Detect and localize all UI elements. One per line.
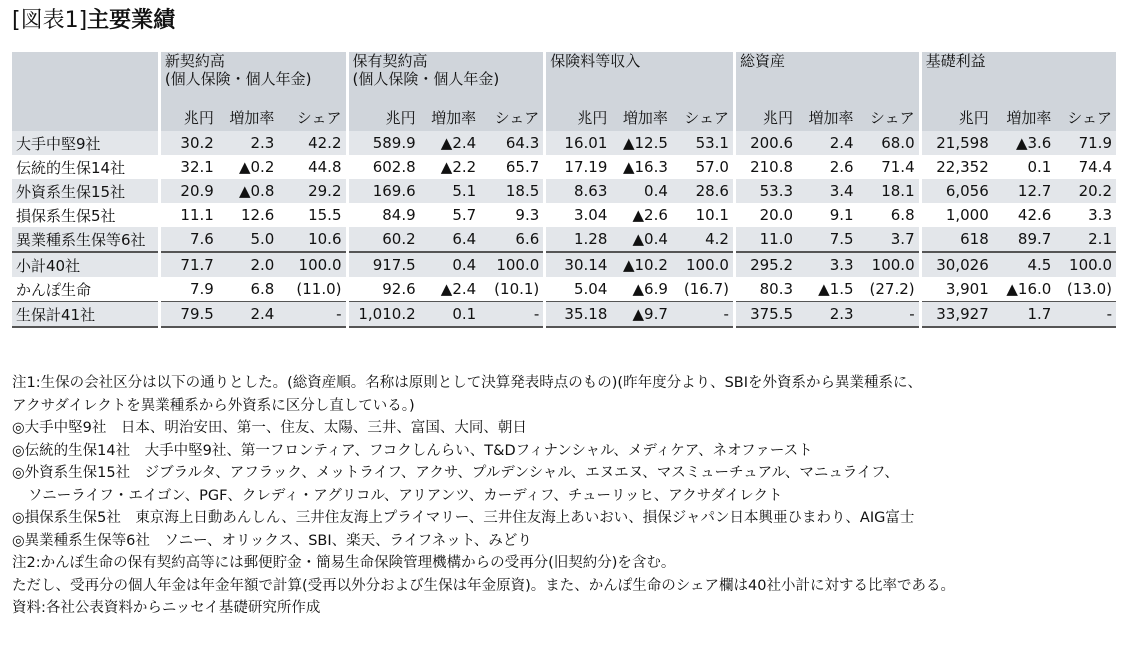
table-cell: 92.6: [347, 277, 420, 302]
group-header-line1: 保有契約高: [352, 52, 428, 70]
unit-header: シェア: [1055, 104, 1116, 131]
table-cell: 11.1: [159, 203, 218, 227]
table-cell: 10.1: [672, 203, 735, 227]
table-cell: 2.4: [797, 131, 858, 155]
unit-header: シェア: [858, 104, 921, 131]
results-table: [12, 52, 1116, 328]
table-cell: 11.0: [734, 227, 797, 252]
unit-header: 兆円: [545, 104, 612, 131]
table-cell: 1.7: [993, 302, 1056, 328]
table-cell: 9.1: [797, 203, 858, 227]
group-header-line1: 新契約高: [164, 52, 225, 70]
table-cell: 57.0: [672, 155, 735, 179]
table-cell: 64.3: [480, 131, 545, 155]
table-cell: 2.6: [797, 155, 858, 179]
table-cell: 6.8: [858, 203, 921, 227]
table-cell: 3.3: [1055, 203, 1116, 227]
note-line: ◎外資系生保15社 ジブラルタ、アフラック、メットライフ、アクサ、プルデンシャル、エヌエヌ、マスミューチュアル、マニュライフ、: [12, 465, 899, 481]
note-line: ◎伝統的生保14社 大手中堅9社、第一フロンティア、フコクしんらい、T&Dフィナンシャル、メディケア、ネオファースト: [12, 442, 813, 459]
note-line: ただし、受再分の個人年金は年金年額で計算(受再以外分および生保は年金原資)。また、かんぽ生命のシェア欄は40社小計に対する比率である。: [12, 577, 955, 594]
table-row: [12, 203, 1116, 227]
table-cell: ▲12.5: [611, 131, 672, 155]
note-line: 注2:かんぽ生命の保有契約高等には郵便貯金・簡易生命保険管理機構からの受再分(旧契約分)を含む。: [12, 555, 676, 571]
row-label: 小計40社: [12, 252, 159, 277]
table-cell: 3.4: [797, 179, 858, 203]
unit-corner: [12, 104, 159, 131]
table-cell: 100.0: [1055, 252, 1116, 277]
table-cell: 169.6: [347, 179, 420, 203]
table-cell: ▲16.3: [611, 155, 672, 179]
table-cell: 210.8: [734, 155, 797, 179]
table-cell: 20.9: [159, 179, 218, 203]
row-label: 損保系生保5社: [12, 203, 159, 227]
table-cell: 295.2: [734, 252, 797, 277]
row-label: 外資系生保15社: [12, 179, 159, 203]
table-cell: 65.7: [480, 155, 545, 179]
table-cell: (13.0): [1055, 277, 1116, 302]
table-cell: 618: [920, 227, 993, 252]
note-line: 注1:生保の会社区分は以下の通りとした。(総資産順。名称は原則として決算発表時点のもの)(昨年度分より、SBIを外資系から異業種系に、: [12, 375, 923, 391]
table-cell: 3.04: [545, 203, 612, 227]
note-line: 資料:各社公表資料からニッセイ基礎研究所作成: [12, 600, 321, 616]
row-label: かんぽ生命: [12, 277, 159, 302]
table-cell: 18.1: [858, 179, 921, 203]
group-header-line2: (個人保険・個人年金): [164, 70, 312, 88]
header-corner: [12, 52, 159, 104]
table-cell: 30.14: [545, 252, 612, 277]
table-cell: 71.7: [159, 252, 218, 277]
table-cell: 35.18: [545, 302, 612, 328]
table-cell: 6.6: [480, 227, 545, 252]
note-line: ◎損保系生保5社 東京海上日動あんしん、三井住友海上プライマリー、三井住友海上あいおい、損保ジャパン日本興亜ひまわり、AIG富士: [12, 510, 915, 526]
group-header-line1: 基礎利益: [925, 52, 986, 70]
note-line: ソニーライフ・エイゴン、PGF、クレディ・アグリコル、アリアンツ、カーディフ、チューリッヒ、アクサダイレクト: [28, 487, 783, 504]
group-header: [347, 52, 545, 104]
unit-header: 兆円: [159, 104, 218, 131]
table-cell: -: [480, 302, 545, 328]
table-cell: ▲0.8: [218, 179, 279, 203]
figure-title: 主要業績: [87, 8, 176, 33]
table-cell: 29.2: [278, 179, 347, 203]
group-header-line1: 保険料等収入: [550, 52, 641, 70]
table-cell: 74.4: [1055, 155, 1116, 179]
table-cell: 3.7: [858, 227, 921, 252]
table-cell: 4.5: [993, 252, 1056, 277]
table-cell: ▲1.5: [797, 277, 858, 302]
table-cell: (27.2): [858, 277, 921, 302]
table-cell: 1.28: [545, 227, 612, 252]
group-header: [545, 52, 735, 104]
table-cell: 2.4: [218, 302, 279, 328]
row-label: 大手中堅9社: [12, 131, 159, 155]
unit-header: 増加率: [797, 104, 858, 131]
table-cell: ▲10.2: [611, 252, 672, 277]
row-label: 異業種系生保等6社: [12, 227, 159, 252]
table-cell: ▲6.9: [611, 277, 672, 302]
table-cell: 33,927: [920, 302, 993, 328]
table-cell: ▲2.6: [611, 203, 672, 227]
table-cell: 602.8: [347, 155, 420, 179]
table-cell: 0.1: [993, 155, 1056, 179]
group-header-line1: 総資産: [739, 52, 785, 70]
unit-header: 増加率: [420, 104, 481, 131]
table-cell: 20.0: [734, 203, 797, 227]
table-cell: 22,352: [920, 155, 993, 179]
table-cell: 7.9: [159, 277, 218, 302]
table-cell: 2.0: [218, 252, 279, 277]
unit-header: シェア: [480, 104, 545, 131]
table-cell: 6,056: [920, 179, 993, 203]
table-cell: 589.9: [347, 131, 420, 155]
table-cell: 5.0: [218, 227, 279, 252]
table-cell: 42.6: [993, 203, 1056, 227]
table-cell: -: [858, 302, 921, 328]
table-cell: 0.4: [611, 179, 672, 203]
table-cell: -: [672, 302, 735, 328]
table-cell: 7.6: [159, 227, 218, 252]
table-row: [12, 179, 1116, 203]
table-row: [12, 227, 1116, 252]
table-cell: 100.0: [858, 252, 921, 277]
table-cell: 44.8: [278, 155, 347, 179]
table-cell: 89.7: [993, 227, 1056, 252]
unit-header: 増加率: [218, 104, 279, 131]
table-cell: 0.4: [420, 252, 481, 277]
table-cell: 3.3: [797, 252, 858, 277]
table-cell: ▲2.2: [420, 155, 481, 179]
table-cell: 15.5: [278, 203, 347, 227]
table-cell: 16.01: [545, 131, 612, 155]
table-cell: 20.2: [1055, 179, 1116, 203]
table-cell: 6.8: [218, 277, 279, 302]
table-cell: ▲2.4: [420, 277, 481, 302]
unit-header-row: [12, 104, 1116, 131]
table-cell: 10.6: [278, 227, 347, 252]
unit-header: シェア: [672, 104, 735, 131]
table-cell: 100.0: [672, 252, 735, 277]
group-header-line2: (個人保険・個人年金): [352, 70, 500, 88]
table-row: [12, 302, 1116, 328]
table-cell: 42.2: [278, 131, 347, 155]
table-cell: 917.5: [347, 252, 420, 277]
unit-header: 増加率: [993, 104, 1056, 131]
unit-header: 兆円: [920, 104, 993, 131]
table-row: [12, 155, 1116, 179]
table-cell: (16.7): [672, 277, 735, 302]
table-cell: 71.4: [858, 155, 921, 179]
table-cell: 375.5: [734, 302, 797, 328]
row-label: 伝統的生保14社: [12, 155, 159, 179]
group-header: [920, 52, 1116, 104]
table-cell: 9.3: [480, 203, 545, 227]
row-label: 生保計41社: [12, 302, 159, 328]
table-cell: ▲16.0: [993, 277, 1056, 302]
table-cell: 1,010.2: [347, 302, 420, 328]
table-cell: 7.5: [797, 227, 858, 252]
table-cell: 84.9: [347, 203, 420, 227]
table-cell: ▲3.6: [993, 131, 1056, 155]
note-line: ◎大手中堅9社 日本、明治安田、第一、住友、太陽、三井、富国、大同、朝日: [12, 420, 527, 436]
table-cell: 79.5: [159, 302, 218, 328]
table-body: [12, 131, 1116, 327]
table-row: [12, 277, 1116, 302]
table-cell: 71.9: [1055, 131, 1116, 155]
table-row: [12, 131, 1116, 155]
table-cell: 30,026: [920, 252, 993, 277]
note-line: アクサダイレクトを異業種系から外資系に区分し直している。): [12, 397, 415, 414]
table-cell: -: [278, 302, 347, 328]
table-row: [12, 252, 1116, 277]
unit-header: 兆円: [734, 104, 797, 131]
table-cell: 32.1: [159, 155, 218, 179]
table-cell: 6.4: [420, 227, 481, 252]
table-cell: 2.3: [218, 131, 279, 155]
table-cell: 30.2: [159, 131, 218, 155]
table-cell: (11.0): [278, 277, 347, 302]
table-cell: 12.7: [993, 179, 1056, 203]
table-cell: 1,000: [920, 203, 993, 227]
table-cell: 60.2: [347, 227, 420, 252]
table-cell: 4.2: [672, 227, 735, 252]
table-cell: 53.1: [672, 131, 735, 155]
table-cell: 2.3: [797, 302, 858, 328]
table-cell: 53.3: [734, 179, 797, 203]
table-cell: 12.6: [218, 203, 279, 227]
table-cell: 2.1: [1055, 227, 1116, 252]
table-cell: 100.0: [278, 252, 347, 277]
unit-header: 増加率: [611, 104, 672, 131]
page-title: [12, 6, 175, 36]
table-cell: (10.1): [480, 277, 545, 302]
table-cell: 18.5: [480, 179, 545, 203]
table-cell: 100.0: [480, 252, 545, 277]
group-header: [734, 52, 920, 104]
table-cell: ▲2.4: [420, 131, 481, 155]
table-cell: 200.6: [734, 131, 797, 155]
table-cell: 3,901: [920, 277, 993, 302]
table-cell: 21,598: [920, 131, 993, 155]
table-cell: 5.04: [545, 277, 612, 302]
table-cell: 8.63: [545, 179, 612, 203]
table-cell: 5.7: [420, 203, 481, 227]
footnotes: [12, 372, 1122, 620]
table-cell: 17.19: [545, 155, 612, 179]
table-cell: 80.3: [734, 277, 797, 302]
table-cell: 28.6: [672, 179, 735, 203]
table-cell: -: [1055, 302, 1116, 328]
table-cell: 5.1: [420, 179, 481, 203]
table-cell: ▲9.7: [611, 302, 672, 328]
table-cell: ▲0.4: [611, 227, 672, 252]
table-cell: ▲0.2: [218, 155, 279, 179]
unit-header: 兆円: [347, 104, 420, 131]
table-cell: 68.0: [858, 131, 921, 155]
unit-header: シェア: [278, 104, 347, 131]
group-header-row: [12, 52, 1116, 104]
note-line: ◎異業種系生保等6社 ソニー、オリックス、SBI、楽天、ライフネット、みどり: [12, 532, 532, 549]
figure-number: [図表1]: [12, 8, 88, 33]
group-header: [159, 52, 347, 104]
table-cell: 0.1: [420, 302, 481, 328]
